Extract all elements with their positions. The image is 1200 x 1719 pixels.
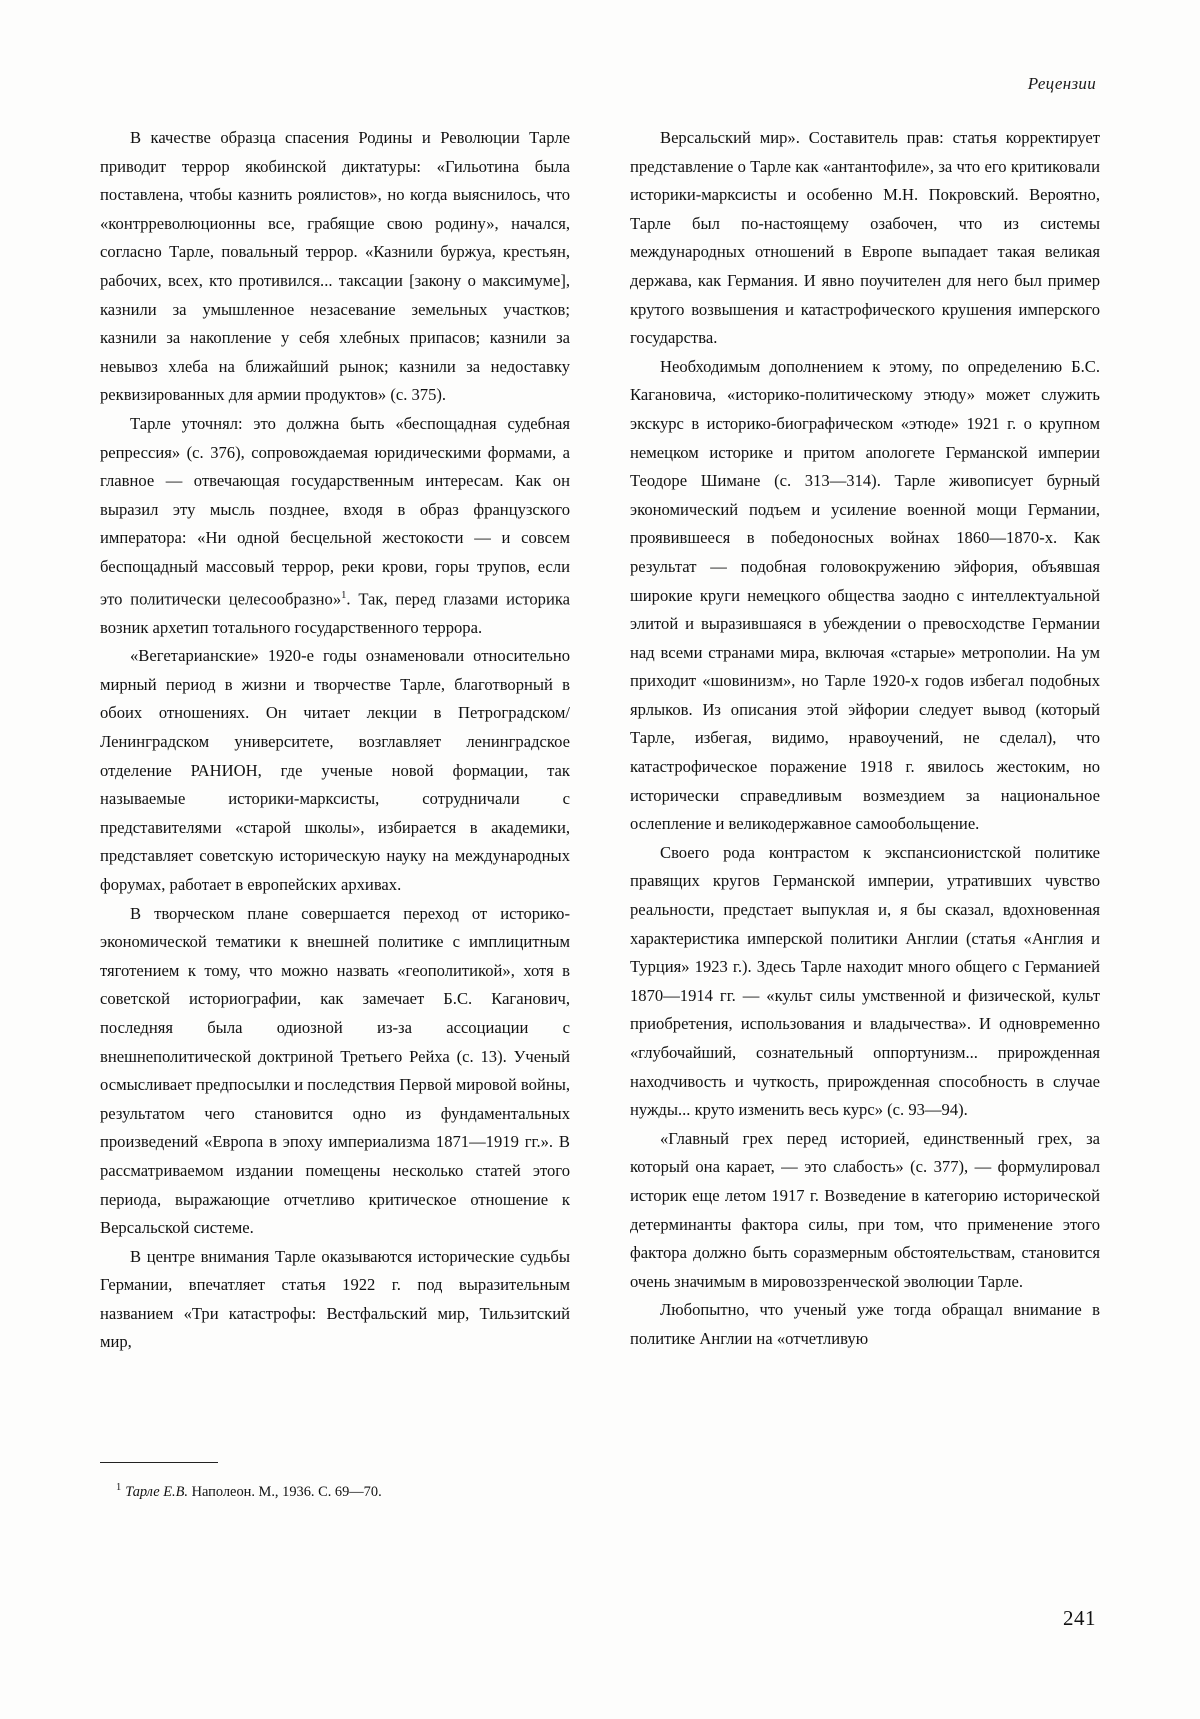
paragraph-text: Тарле уточнял: это должна быть «беспощадная судебная репрессия» (с. 376), сопровождаемая юридическими формами, а главное — отвечающая государственным интересам. Как он выразил эту мысль позднее, входя в образ французского императора: «Ни одной бесцельной жестокости — и совсем беспощадный массовый террор, реки крови, горы трупов, если это политически целесообразно» [100, 413, 570, 609]
footnote-text: Наполеон. М., 1936. С. 69—70. [187, 1483, 382, 1500]
paragraph-text-cont: . Так, перед глазами историка возник архетип тотального государственного террора. [100, 589, 571, 637]
paragraph: Своего рода контрастом к экспансионистской политике правящих кругов Германской империи, утративших чувство реальности, предстает выпуклая и, я бы сказал, вдохновенная характеристика имперской политики Англии (статья «Англия и Турция» 1923 г.). Здесь Тарле находит много общего с Германией 1870—1914 гг. — «культ силы умственной и физической, культ приобретения, использования и владычества». И одновременно «глубочайший, сознательный оппортунизм... прирожденная находчивость и чуткость, прирожденная способность в случае нужды... круто изменить весь курс» (с. 93—94). [630, 842, 1100, 1120]
paragraph: В качестве образца спасения Родины и Революции Тарле приводит террор якобинской диктатуры: «Гильотина была поставлена, чтобы казнить роялистов», но когда выяснилось, что «контрреволюционны все, грабящие свою родину», начался, согласно Тарле, повальный террор. «Казнили буржуа, крестьян, рабочих, всех, кто противился... таксации [закону о максимуме], казнили за умышленное незасевание земельных участков; казнили за накопление у себя хлебных припасов; казнили за невывоз хлеба на ближайший рынок; казнили за недоставку реквизированных для армии продуктов» (с. 375). [100, 128, 570, 405]
footnote-reference[interactable]: 1 [341, 589, 347, 601]
paragraph: «Вегетарианские» 1920-е годы ознаменовали относительно мирный период в жизни и творчестве Тарле, благотворный в обоих отношениях. Он читает лекции в Петроградском/Ленинградском университете, возглавляет ленинградское отделение РАНИОН, где ученые новой формации, так называемые историки-марксисты, сотрудничали с представителями «старой школы», избирается в академики, представляет советскую историческую науку на международных форумах, работает в европейских архивах. [100, 646, 570, 894]
paragraph: Любопытно, что ученый уже тогда обращал внимание в политике Англии на «отчетливую [630, 1300, 1100, 1348]
paragraph: Версальский мир». Составитель прав: статья корректирует представление о Тарле как «антантофиле», за что его критиковали историки-марксисты и особенно М.Н. Покровский. Вероятно, Тарле был по-настоящему озабочен, что из системы международных отношений в Европе выпадает такая великая держава, как Германия. И явно поучителен для него был пример крутого возвышения и катастрофического крушения имперского государства. [630, 128, 1100, 348]
right-column [630, 124, 1100, 1454]
footnote-separator [100, 1462, 218, 1463]
paragraph: «Главный грех перед историей, единственный грех, за который она карает, — это слабость» (с. 377), — формулировал историк еще летом 1917 г. Возведение в категорию исторической детерминанты фактора силы, при том, что применение этого фактора должно быть соразмерным обстоятельствам, становится очень значимым в мировоззренческой эволюции Тарле. [630, 1128, 1100, 1291]
paragraph [100, 410, 570, 642]
paragraph: В центре внимания Тарле оказываются исторические судьбы Германии, впечатляет статья 1922 г. под выразительным названием «Три катастрофы: Вестфальский мир, Тильзитский мир, [100, 1246, 570, 1352]
two-column-body [100, 124, 1100, 1454]
page-number: 241 [1063, 1606, 1096, 1630]
left-column [100, 124, 570, 1454]
running-head: Рецензии [1027, 74, 1096, 93]
paragraph: В творческом плане совершается переход от историко-экономической тематики к внешней политике с имплицитным тяготением к тому, что можно назвать «геополитикой», хотя в советской историографии, как замечает Б.С. Каганович, последняя была одиозной из-за ассоциации с внешнеполитической доктриной Третьего Рейха (с. 13). Ученый осмысливает предпосылки и последствия Первой мировой войны, результатом чего становится одно из фундаментальных произведений «Европа в эпоху империализма 1871—1919 гг.». В рассматриваемом издании помещены несколько статей этого периода, выражающие отчетливо критическое отношение к Версальской системе. [100, 903, 570, 1238]
paragraph: Необходимым дополнением к этому, по определению Б.С. Кагановича, «историко-политическому этюду» может служить экскурс в историко-биографическом «этюде» 1921 г. о крупном немецком историке и притом апологете Германской империи Теодоре Шимане (с. 313—314). Тарле живописует бурный экономический подъем и усиление военной мощи Германии, проявившееся в победоносных войнах 1860—1870-х. Как результат — подобная головокружению эйфория, объявшая широкие круги немецкого общества заодно с интеллектуальной элитой и выразившаяся в убеждении о превосходстве Германии над всеми странами мира, включая «старые» метрополии. На ум приходит «шовинизм», но Тарле 1920-х годов избегал подобных ярлыков. Из описания этой эйфории следует вывод (который Тарле, избегая, видимо, нравоучений, не сделал), что катастрофическое поражение 1918 г. явилось жестоким, но исторически справедливым возмездием за национальное ослепление и великодержавное самообольщение. [630, 356, 1100, 834]
footnote-area [100, 1462, 570, 1503]
footnote [100, 1477, 570, 1503]
footnote-author: Тарле Е.В. [125, 1483, 188, 1500]
footnote-marker: 1 [116, 1482, 122, 1493]
